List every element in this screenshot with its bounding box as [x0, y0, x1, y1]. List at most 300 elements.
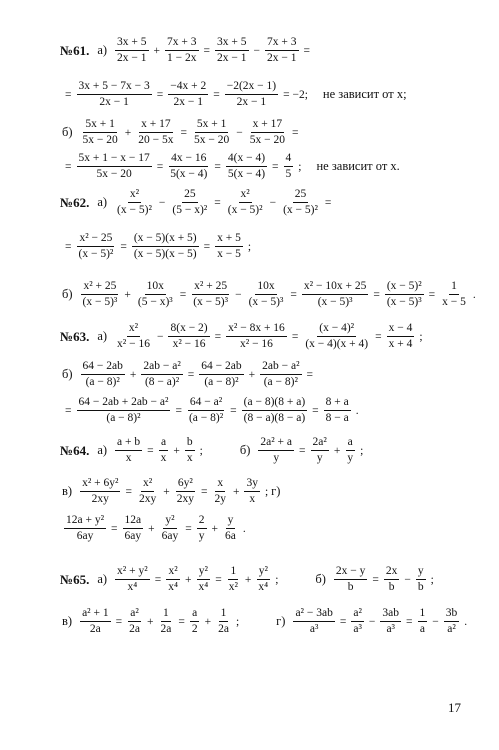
- operator: =: [203, 240, 211, 253]
- remark-text: не зависит от x;: [322, 87, 407, 102]
- fraction: [444, 607, 460, 636]
- fraction: [225, 80, 278, 109]
- denominator: x²: [228, 581, 238, 594]
- denominator: 5: [285, 168, 292, 181]
- denominator: 5x − 20: [82, 134, 118, 147]
- operator: =: [372, 573, 379, 586]
- equation-line: [0, 80, 499, 109]
- part-label: в): [62, 614, 73, 629]
- denominator: 2xy: [138, 493, 157, 506]
- numerator: 1: [228, 565, 238, 580]
- denominator: x − 5: [442, 296, 466, 309]
- operator: =: [120, 240, 127, 253]
- fraction: [77, 396, 171, 425]
- operator: −: [156, 330, 164, 343]
- denominator: y: [273, 452, 280, 465]
- operator: −: [404, 573, 411, 586]
- fraction: [168, 80, 208, 109]
- denominator: x: [186, 452, 193, 465]
- numerator: −2(2x − 1): [225, 80, 278, 95]
- fraction: [77, 80, 152, 109]
- numerator: 4: [284, 152, 294, 167]
- denominator: (5 − x)³: [137, 296, 173, 309]
- numerator: 10x: [255, 280, 276, 295]
- operator: =: [373, 288, 380, 301]
- numerator: x² + 25: [81, 280, 118, 295]
- part-label: а): [97, 43, 108, 58]
- operator: =: [111, 522, 118, 535]
- fraction: [77, 152, 152, 181]
- operator: =: [214, 330, 222, 343]
- operator: −: [432, 615, 439, 628]
- numerator: x²: [127, 322, 140, 337]
- equation-line: [0, 280, 499, 309]
- operator: =: [65, 404, 72, 417]
- numerator: x + 5: [215, 232, 243, 247]
- denominator: 2x − 1: [267, 52, 297, 65]
- denominator: (a − 8)²: [204, 376, 239, 389]
- operator: −: [269, 196, 277, 209]
- problem-number: №64.: [60, 442, 90, 458]
- fraction: [281, 188, 320, 217]
- denominator: x: [160, 452, 167, 465]
- fraction: [265, 36, 299, 65]
- fraction: [191, 280, 230, 309]
- operator: =: [156, 160, 164, 173]
- numerator: x − 4: [387, 322, 415, 337]
- denominator: (a − 8)²: [188, 412, 224, 425]
- numerator: 3x + 5: [115, 36, 149, 51]
- fraction: [190, 607, 200, 636]
- fraction: [175, 477, 196, 506]
- operator: .: [355, 404, 359, 417]
- operator: =: [180, 126, 188, 139]
- fraction: [212, 477, 228, 506]
- fraction: [158, 607, 173, 636]
- denominator: 5x − 20: [249, 134, 286, 147]
- fraction: [197, 514, 207, 543]
- operator: =: [428, 288, 436, 301]
- denominator: (x − 5)²: [78, 248, 114, 261]
- operator: +: [148, 522, 155, 535]
- denominator: (x − 5)³: [248, 296, 284, 309]
- fraction: [187, 396, 225, 425]
- denominator: 5(x − 4): [227, 168, 266, 181]
- part-label: б): [62, 125, 73, 140]
- fraction: [115, 36, 149, 65]
- operator: −: [235, 288, 242, 301]
- fraction: [123, 514, 144, 543]
- numerator: 1: [161, 607, 171, 622]
- numerator: x² − 10x + 25: [302, 280, 368, 295]
- operator: .: [472, 288, 476, 301]
- numerator: a: [190, 607, 199, 622]
- operator: +: [124, 126, 132, 139]
- fraction: [141, 360, 182, 389]
- numerator: 2ab − a²: [260, 360, 301, 375]
- operator: −: [236, 126, 243, 139]
- numerator: 2x − y: [334, 565, 368, 580]
- operator: ;: [199, 444, 203, 457]
- operator: +: [124, 288, 131, 301]
- denominator: 2: [191, 623, 198, 636]
- operator: +: [204, 615, 212, 628]
- equation-line: [0, 565, 499, 594]
- fraction: [115, 188, 154, 217]
- fraction: [242, 396, 308, 425]
- operator: ;: [430, 573, 434, 586]
- denominator: x⁴: [127, 581, 138, 594]
- numerator: 3x + 5 − 7x − 3: [77, 80, 152, 95]
- fraction: [387, 322, 415, 351]
- operator: =: [175, 404, 182, 417]
- operator: =: [178, 615, 185, 628]
- denominator: x² − 16: [240, 338, 273, 351]
- fraction: [256, 565, 270, 594]
- denominator: 2a: [160, 623, 172, 636]
- part-label: б): [239, 443, 251, 458]
- numerator: 4x − 16: [169, 152, 208, 167]
- numerator: 3ab: [380, 607, 401, 622]
- denominator: 8 − a: [325, 412, 349, 425]
- numerator: y²: [197, 565, 210, 580]
- numerator: x + 17: [251, 118, 285, 133]
- operator: ;: [247, 240, 252, 253]
- operator: =: [214, 160, 221, 173]
- denominator: y: [198, 530, 205, 543]
- denominator: 2x − 1: [99, 96, 129, 109]
- denominator: (8 − a)(8 − a): [243, 412, 306, 425]
- fraction: [248, 118, 287, 147]
- equation-line: [0, 396, 499, 425]
- operator: ;: [298, 160, 302, 173]
- denominator: (8 − a)²: [144, 376, 180, 389]
- fraction: [418, 607, 428, 636]
- numerator: x²: [166, 565, 179, 580]
- numerator: 64 − 2ab: [199, 360, 243, 375]
- denominator: 2y: [214, 493, 226, 506]
- fraction: [293, 607, 334, 636]
- equation-line: [0, 477, 499, 506]
- remark-text: не зависит от x.: [316, 159, 400, 174]
- denominator: 5x − 20: [96, 168, 132, 181]
- denominator: x − 5: [217, 248, 241, 261]
- operator: =: [147, 444, 154, 457]
- operator: =: [65, 88, 72, 101]
- numerator: −4x + 2: [168, 80, 208, 95]
- numerator: 1: [418, 607, 428, 622]
- numerator: 64 − a²: [188, 396, 224, 411]
- fraction: [64, 514, 106, 543]
- denominator: 2x − 1: [236, 96, 267, 109]
- numerator: 64 − 2ab + 2ab − a²: [77, 396, 171, 411]
- denominator: a³: [353, 623, 362, 636]
- fraction: [81, 280, 120, 309]
- operator: =: [65, 240, 72, 253]
- denominator: 2x − 1: [173, 96, 203, 109]
- denominator: y: [347, 452, 354, 465]
- numerator: 3y: [244, 477, 260, 492]
- numerator: 5x + 1 − x − 17: [77, 152, 152, 167]
- operator: +: [153, 44, 161, 57]
- denominator: 2a: [218, 623, 229, 636]
- numerator: b: [185, 436, 195, 451]
- numerator: y: [416, 565, 426, 580]
- numerator: 1: [449, 280, 459, 295]
- fraction: [115, 322, 152, 351]
- denominator: (x − 5)³: [317, 296, 353, 309]
- operator: +: [163, 485, 170, 498]
- part-label: г): [271, 484, 281, 499]
- page-number: 17: [448, 700, 461, 715]
- operator: =: [214, 196, 221, 209]
- denominator: 2a: [89, 623, 101, 636]
- denominator: 6ay: [76, 530, 94, 543]
- numerator: 2a² + a: [258, 436, 294, 451]
- numerator: x² + 25: [192, 280, 229, 295]
- operator: +: [129, 368, 137, 381]
- denominator: (x − 5)³: [386, 296, 422, 309]
- operator: +: [333, 444, 341, 457]
- denominator: x + 4: [388, 338, 413, 351]
- numerator: 2ab − a²: [141, 360, 182, 375]
- fraction: [185, 436, 195, 465]
- denominator: (x − 5)(x − 5): [133, 248, 197, 261]
- fraction: [334, 565, 368, 594]
- numerator: 64 − 2ab: [81, 360, 125, 375]
- denominator: x⁴: [168, 581, 178, 594]
- numerator: y²: [257, 565, 270, 580]
- fraction: [311, 436, 329, 465]
- fraction: [215, 36, 249, 65]
- numerator: x + 17: [139, 118, 173, 133]
- numerator: x: [215, 477, 225, 492]
- numerator: a² + 1: [80, 607, 111, 622]
- part-label: в): [62, 484, 73, 499]
- fraction: [80, 477, 120, 506]
- denominator: x² − 16: [172, 338, 206, 351]
- fraction: [160, 514, 181, 543]
- denominator: b: [388, 581, 395, 594]
- fraction: [215, 232, 243, 261]
- numerator: a: [159, 436, 168, 451]
- numerator: 3x + 5: [215, 36, 249, 51]
- numerator: x² − 8x + 16: [226, 322, 287, 337]
- fraction: [416, 565, 426, 594]
- fraction: [324, 396, 351, 425]
- numerator: 2x: [384, 565, 400, 580]
- numerator: 8(x − 2): [168, 322, 209, 337]
- numerator: a²: [351, 607, 364, 622]
- operator: =: [125, 485, 132, 498]
- denominator: a³: [309, 623, 319, 636]
- denominator: x² − 16: [117, 338, 150, 351]
- fraction: [384, 565, 400, 594]
- operator: =: [312, 404, 319, 417]
- fraction: [216, 607, 231, 636]
- operator: ;: [235, 615, 240, 628]
- fraction: [159, 436, 169, 465]
- fraction: [258, 436, 294, 465]
- operator: −: [158, 196, 166, 209]
- fraction: [115, 436, 142, 465]
- fraction: [223, 514, 238, 543]
- equation-line: [0, 36, 499, 65]
- operator: =: [154, 573, 162, 586]
- numerator: a: [346, 436, 355, 451]
- operator: +: [184, 573, 192, 586]
- denominator: x⁴: [198, 581, 209, 594]
- equation-line: [0, 152, 499, 181]
- problem-number: №61.: [60, 42, 90, 58]
- denominator: 2x − 1: [217, 52, 247, 65]
- operator: ;: [275, 573, 279, 586]
- operator: =: [375, 330, 382, 343]
- denominator: 6ay: [161, 530, 179, 543]
- fraction: [136, 280, 175, 309]
- numerator: 4(x − 4): [226, 152, 267, 167]
- fraction: [168, 322, 209, 351]
- operator: =: [324, 196, 332, 209]
- operator: =: [203, 44, 211, 57]
- denominator: (a − 8)²: [85, 376, 120, 389]
- operator: =: [303, 44, 311, 57]
- denominator: 2xy: [91, 493, 109, 506]
- denominator: 2xy: [176, 493, 194, 506]
- equation-line: [0, 232, 499, 261]
- operator: +: [211, 522, 219, 535]
- operator: =: [299, 444, 306, 457]
- numerator: (a − 8)(8 + a): [242, 396, 308, 411]
- operator: = −2;: [283, 88, 308, 101]
- equation-line: [0, 360, 499, 389]
- operator: +: [173, 444, 180, 457]
- operator: −: [253, 44, 261, 57]
- numerator: 6y²: [176, 477, 195, 492]
- numerator: x²: [141, 477, 154, 492]
- fraction: [127, 607, 142, 636]
- numerator: y: [226, 514, 236, 529]
- fraction: [137, 477, 158, 506]
- denominator: b: [417, 581, 424, 594]
- numerator: (x − 5)(x + 5): [132, 232, 199, 247]
- fraction: [168, 152, 209, 181]
- operator: =: [200, 485, 208, 498]
- fraction: [196, 565, 210, 594]
- equation-line: [0, 607, 499, 636]
- fraction: [81, 360, 125, 389]
- operator: ;: [419, 330, 423, 343]
- fraction: [77, 232, 116, 261]
- fraction: [284, 152, 294, 181]
- numerator: (x − 4)²: [317, 322, 356, 337]
- fraction: [385, 280, 424, 309]
- part-label: а): [97, 195, 108, 210]
- numerator: x²: [239, 188, 252, 203]
- equation-line: [0, 322, 499, 351]
- fraction: [199, 360, 243, 389]
- denominator: (x − 5)²: [227, 204, 263, 217]
- numerator: 3b: [444, 607, 460, 622]
- fraction: [440, 280, 468, 309]
- denominator: (x − 5)²: [117, 204, 152, 217]
- fraction: [192, 118, 231, 147]
- operator: =: [185, 522, 192, 535]
- operator: .: [464, 615, 468, 628]
- operator: =: [290, 288, 297, 301]
- denominator: (5 − x)²: [172, 204, 208, 217]
- fraction: [226, 322, 287, 351]
- numerator: 8 + a: [324, 396, 351, 411]
- operator: +: [244, 573, 252, 586]
- operator: .: [242, 522, 246, 535]
- operator: ;: [360, 444, 364, 457]
- operator: =: [179, 288, 187, 301]
- fraction: [115, 565, 150, 594]
- denominator: 2a: [129, 623, 140, 636]
- denominator: 1 − 2x: [167, 52, 197, 65]
- part-label: а): [97, 443, 108, 458]
- fraction: [170, 188, 209, 217]
- numerator: 12a: [123, 514, 144, 529]
- part-label: б): [315, 572, 326, 587]
- denominator: 5x − 20: [194, 134, 230, 147]
- denominator: (x − 5)³: [193, 296, 229, 309]
- operator: =: [339, 615, 347, 628]
- operator: =: [292, 126, 299, 139]
- denominator: y: [316, 452, 323, 465]
- denominator: a: [419, 623, 425, 636]
- operator: ;: [264, 485, 269, 498]
- denominator: x⁴: [258, 581, 269, 594]
- numerator: 2a²: [311, 436, 329, 451]
- numerator: 12a + y²: [64, 514, 106, 529]
- denominator: x: [249, 493, 256, 506]
- operator: =: [306, 368, 314, 381]
- equation-line: [0, 118, 499, 147]
- part-label: а): [97, 572, 108, 587]
- numerator: 5x + 1: [195, 118, 229, 133]
- numerator: x² + y²: [115, 565, 150, 580]
- numerator: y²: [163, 514, 176, 529]
- operator: =: [187, 368, 195, 381]
- denominator: a³: [386, 623, 395, 636]
- fraction: [303, 322, 370, 351]
- operator: =: [213, 88, 220, 101]
- fraction: [380, 607, 401, 636]
- operator: =: [156, 88, 164, 101]
- denominator: b: [347, 581, 354, 594]
- operator: −: [368, 615, 376, 628]
- denominator: (x − 5)³: [82, 296, 118, 309]
- operator: =: [65, 160, 72, 173]
- part-label: б): [62, 287, 73, 302]
- operator: =: [115, 615, 123, 628]
- numerator: (x − 5)²: [385, 280, 424, 295]
- numerator: x² − 25: [77, 232, 114, 247]
- denominator: (a − 8)²: [106, 412, 141, 425]
- fraction: [351, 607, 364, 636]
- numerator: 25: [182, 188, 198, 203]
- operator: +: [248, 368, 256, 381]
- denominator: a²: [447, 623, 456, 636]
- denominator: 5(x − 4): [170, 168, 208, 181]
- denominator: 2x − 1: [117, 52, 147, 65]
- numerator: 7x + 3: [265, 36, 299, 51]
- operator: =: [291, 330, 299, 343]
- operator: +: [232, 485, 240, 498]
- operator: =: [230, 404, 237, 417]
